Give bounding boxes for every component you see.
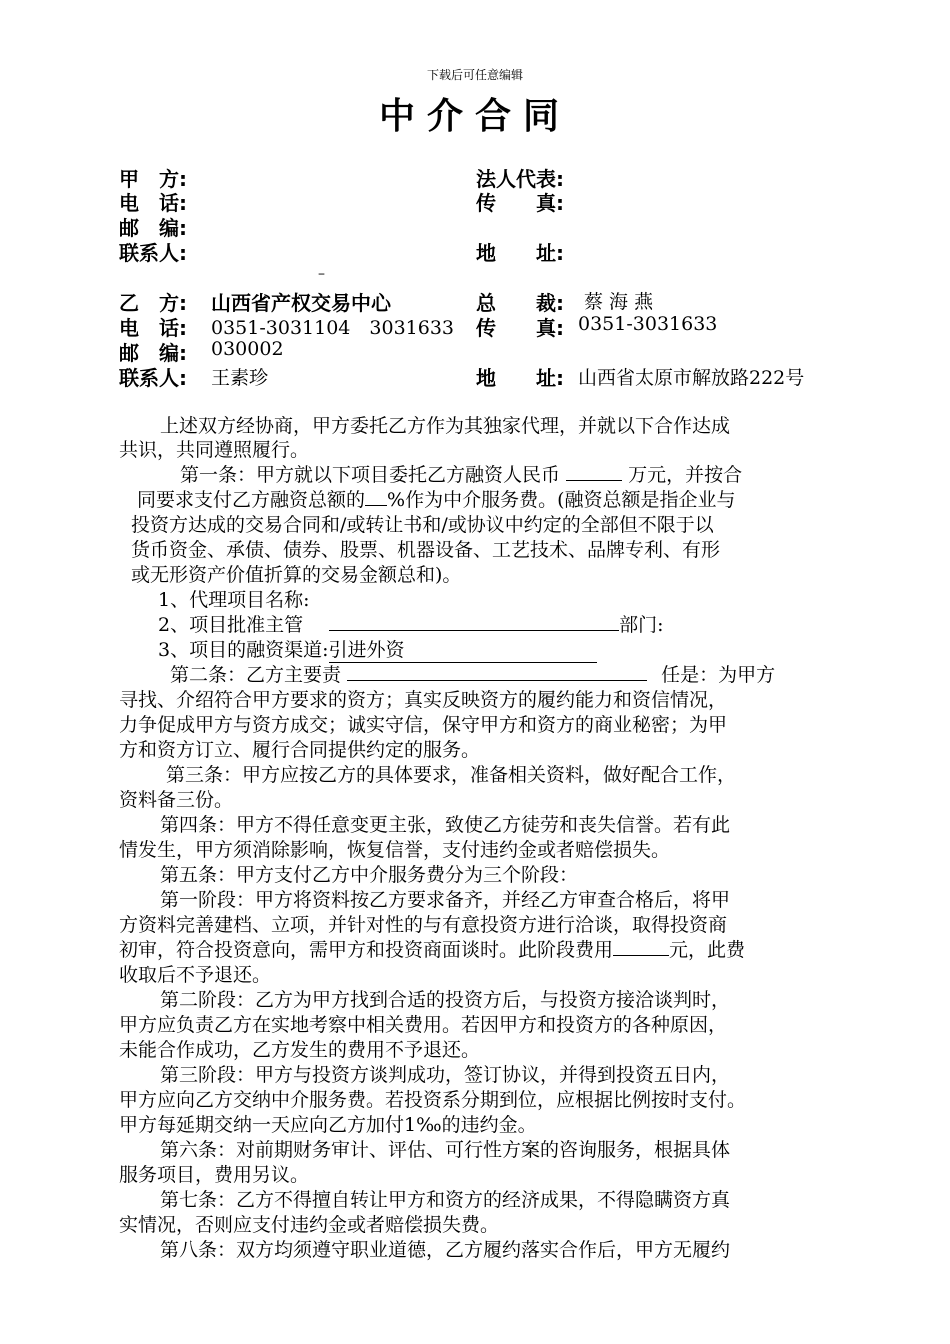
phase-1-text-d: 元，此费 (669, 939, 746, 961)
article-2-line-1 (170, 660, 775, 687)
party-b-contact-label: 联系人: (119, 366, 187, 390)
article-8-line-1: 第八条：双方均须遵守职业道德，乙方履约落实合作后，甲方无履约 (160, 1239, 731, 1261)
item-2-text-a: 2、项目批准主管 (158, 614, 304, 636)
document-title: 中介合同 (378, 96, 571, 137)
article-1-line-4: 货币资金、承债、债券、股票、机器设备、工艺技术、品牌专利、有形 (131, 539, 721, 561)
article-1-line-3: 投资方达成的交易合同和/或转让书和/或协议中约定的全部但不限于以 (131, 514, 714, 536)
article-1-line-2 (137, 485, 735, 512)
party-b-zip-label: 邮 编: (119, 341, 187, 365)
party-a-label: 甲 方: (119, 167, 187, 191)
party-b-zip-value: 030002 (211, 338, 284, 360)
phase-2-line-1: 第二阶段：乙方为甲方找到合适的投资方后，与投资方接洽谈判时， (160, 989, 731, 1011)
party-b-president-label: 总 裁: (476, 291, 564, 315)
article-2-line-2: 寻找、介绍符合甲方要求的资方；真实反映资方的履约能力和资信情况， (119, 689, 728, 711)
article-2-text-a: 第二条：乙方主要责 (170, 664, 342, 686)
article-1-text-a: 第一条：甲方就以下项目委托乙方融资人民币 (180, 464, 561, 486)
phase-3-line-2: 甲方应向乙方交纳中介服务费。若投资系分期到位，应根据比例按时支付。 (119, 1089, 747, 1111)
party-b-label: 乙 方: (119, 291, 187, 315)
party-b-fax-label: 传 真: (476, 316, 564, 340)
party-b-address-label: 地 址: (476, 366, 564, 390)
duty-blank[interactable] (347, 662, 647, 681)
phase-3-line-1: 第三阶段：甲方与投资方谈判成功，签订协议，并得到投资五日内， (160, 1064, 731, 1086)
article-1-text-d: %作为中介服务费。(融资总额是指企业与 (387, 489, 736, 511)
item-2-text-b: 部门: (619, 614, 664, 636)
party-a-fax-label: 传 真: (476, 191, 564, 215)
party-b-address-value: 山西省太原市解放路222号 (578, 367, 805, 389)
phase-1-line-4: 收取后不予退还。 (119, 964, 272, 986)
article-4-line-2: 情发生，甲方须消除影响，恢复信誉，支付违约金或者赔偿损失。 (119, 839, 671, 861)
phase-1-line-1: 第一阶段：甲方将资料按乙方要求备齐，并经乙方审查合格后，将甲 (160, 889, 731, 911)
article-3-line-1: 第三条：甲方应按乙方的具体要求，准备相关资料，做好配合工作， (166, 764, 737, 786)
phase-1-line-2: 方资料完善建档、立项，并针对性的与有意投资方进行洽谈，取得投资商 (119, 914, 728, 936)
article-4-line-1: 第四条：甲方不得任意变更主张，致使乙方徒劳和丧失信誉。若有此 (160, 814, 731, 836)
party-a-address-label: 地 址: (476, 241, 564, 265)
party-a-contact-label: 联系人: (119, 241, 187, 265)
article-2-text-b: 任是：为甲方 (661, 664, 776, 686)
approver-blank[interactable] (329, 612, 619, 631)
stray-mark: – (318, 266, 325, 282)
article-1-text-c: 同要求支付乙方融资总额的 (137, 489, 366, 511)
article-2-line-3: 力争促成甲方与资方成交；诚实守信，保守甲方和资方的商业秘密；为甲 (119, 714, 728, 736)
phase-1-line-3 (119, 935, 745, 962)
phase-1-text-c: 初审，符合投资意向，需甲方和投资商面谈时。此阶段费用 (119, 939, 614, 961)
item-3 (158, 635, 597, 663)
party-a-zip-label: 邮 编: (119, 216, 187, 240)
phase-3-line-3: 甲方每延期交纳一天应向乙方加付1‰的违约金。 (119, 1114, 537, 1136)
amount-blank[interactable] (566, 462, 622, 481)
party-a-rep-label: 法人代表: (476, 167, 564, 191)
party-b-contact-value: 王素珍 (211, 367, 269, 389)
header-note: 下载后可任意编辑 (426, 68, 523, 82)
phase-2-line-2: 甲方应负责乙方在实地考察中相关费用。若因甲方和投资方的各种原因， (119, 1014, 728, 1036)
article-5: 第五条：甲方支付乙方中介服务费分为三个阶段： (160, 864, 579, 886)
intro-line-2: 共识，共同遵照履行。 (119, 439, 310, 461)
item-2 (158, 610, 664, 637)
financing-channel-value: 引进外资 (329, 635, 597, 663)
party-b-president-name: 蔡 海 燕 (584, 291, 654, 313)
article-1-line-5: 或无形资产价值折算的交易金额总和)。 (131, 564, 462, 586)
item-1: 1、代理项目名称: (158, 589, 310, 611)
party-b-fax-value: 0351-3031633 (578, 313, 718, 335)
article-6-line-1: 第六条：对前期财务审计、评估、可行性方案的咨询服务，根据具体 (160, 1139, 731, 1161)
article-7-line-1: 第七条：乙方不得擅自转让甲方和资方的经济成果，不得隐瞒资方真 (160, 1189, 731, 1211)
party-b-phone-value: 0351-3031104 3031633 (211, 317, 455, 339)
article-1-line-1 (180, 460, 742, 487)
article-6-line-2: 服务项目，费用另议。 (119, 1164, 310, 1186)
item-3-text-a: 3、项目的融资渠道: (158, 639, 329, 661)
article-7-line-2: 实情况，否则应支付违约金或者赔偿损失费。 (119, 1214, 500, 1236)
phase-2-line-3: 未能合作成功，乙方发生的费用不予退还。 (119, 1039, 481, 1061)
article-1-text-b: 万元，并按合 (628, 464, 743, 486)
intro-line-1: 上述双方经协商，甲方委托乙方作为其独家代理，并就以下合作达成 (160, 415, 731, 437)
article-3-line-2: 资料备三份。 (119, 789, 234, 811)
party-a-phone-label: 电 话: (119, 191, 187, 215)
percent-blank[interactable] (365, 487, 387, 506)
phase-1-fee-blank[interactable] (613, 937, 669, 956)
article-2-line-4: 方和资方订立、履行合同提供约定的服务。 (119, 739, 481, 761)
party-b-phone-label: 电 话: (119, 316, 187, 340)
party-b-name: 山西省产权交易中心 (211, 291, 391, 315)
